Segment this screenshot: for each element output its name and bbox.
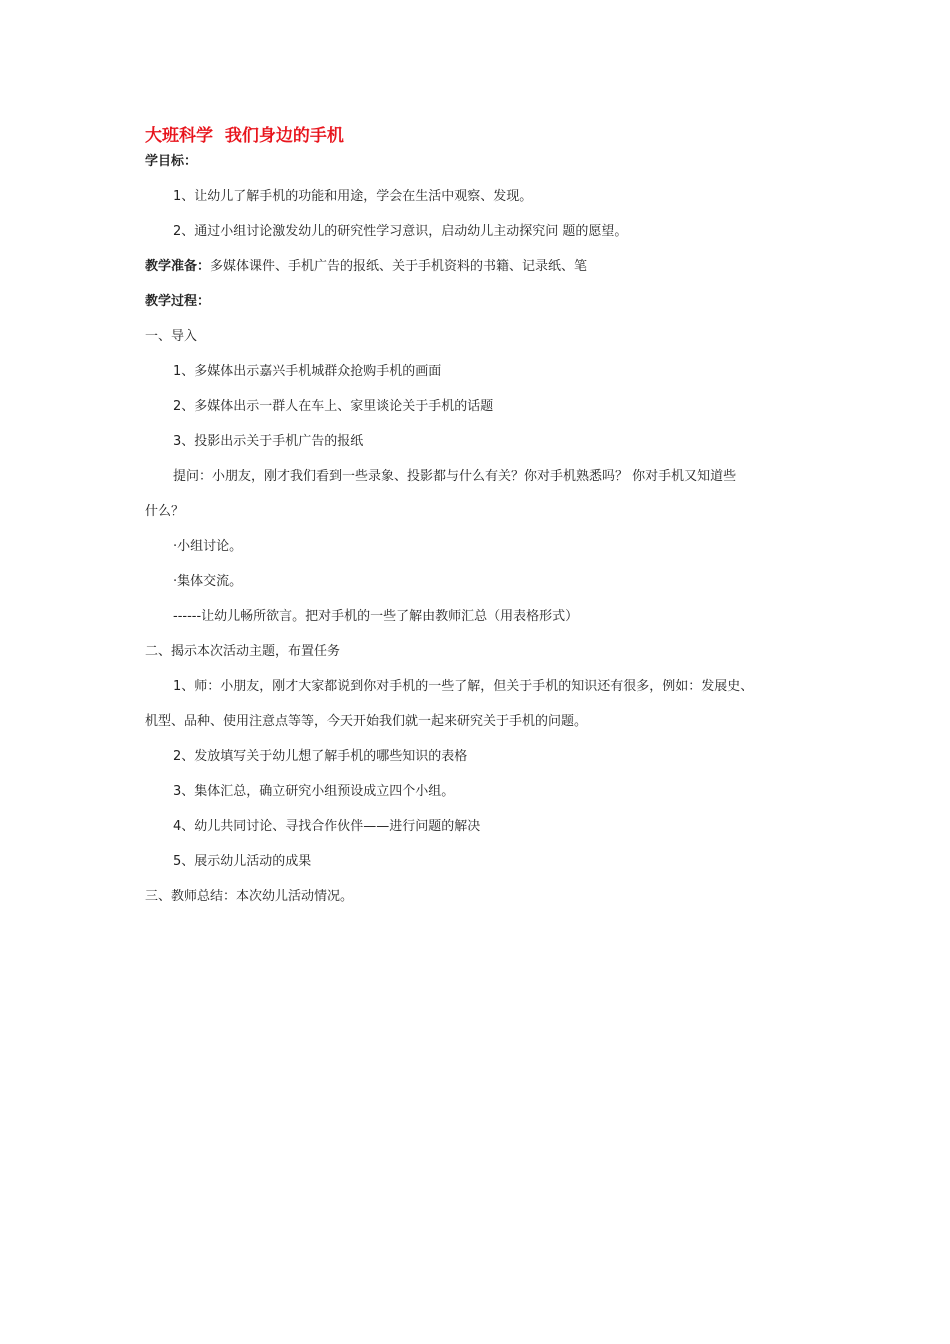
section1-bullet-1: ·小组讨论。 (173, 539, 243, 554)
section2-item-3: 3、集体汇总，确立研究小组预设成立四个小组。 (173, 784, 455, 799)
section2-item-5: 5、展示幼儿活动的成果 (173, 854, 312, 869)
section2-item-2: 2、发放填写关于幼儿想了解手机的哪些知识的表格 (173, 749, 468, 764)
section1-bullet-2: ·集体交流。 (173, 574, 243, 589)
section1-heading: 一、导入 (145, 329, 198, 344)
prep-text: 多媒体课件、手机广告的报纸、关于手机资料的书籍、记录纸、笔 (210, 259, 588, 274)
goals-heading: 学目标： (145, 154, 198, 169)
section3-heading: 三、教师总结：本次幼儿活动情况。 (145, 889, 354, 904)
section1-question-line1: 提问：小朋友，刚才我们看到一些录象、投影都与什么有关？你对手机熟悉吗？ 你对手机又知道些 (173, 469, 737, 484)
process-heading: 教学过程： (145, 294, 211, 309)
prep-label: 教学准备： (145, 259, 211, 274)
section1-item-1: 1、多媒体出示嘉兴手机城群众抢购手机的画面 (173, 364, 442, 379)
document-title: 大班科学 我们身边的手机 (145, 126, 344, 146)
section1-item-3: 3、投影出示关于手机广告的报纸 (173, 434, 364, 449)
goal-item-1: 1、让幼儿了解手机的功能和用途，学会在生活中观察、发现。 (173, 189, 533, 204)
section1-summary: ------让幼儿畅所欲言。把对手机的一些了解由教师汇总（用表格形式） (173, 609, 579, 624)
section2-item-1-line2: 机型、品种、使用注意点等等，今天开始我们就一起来研究关于手机的问题。 (145, 714, 588, 729)
section2-item-4: 4、幼儿共同讨论、寻找合作伙伴——进行问题的解决 (173, 819, 481, 834)
prep-line (145, 257, 825, 277)
section1-question-line2: 什么？ (145, 504, 185, 519)
section1-item-2: 2、多媒体出示一群人在车上、家里谈论关于手机的话题 (173, 399, 494, 414)
document-page (145, 122, 825, 907)
section2-heading: 二、揭示本次活动主题，布置任务 (145, 644, 341, 659)
goal-item-2: 2、通过小组讨论激发幼儿的研究性学习意识，启动幼儿主动探究问 题的愿望。 (173, 224, 628, 239)
section2-item-1-line1: 1、师：小朋友，刚才大家都说到你对手机的一些了解，但关于手机的知识还有很多，例如：发展史、 (173, 679, 754, 694)
